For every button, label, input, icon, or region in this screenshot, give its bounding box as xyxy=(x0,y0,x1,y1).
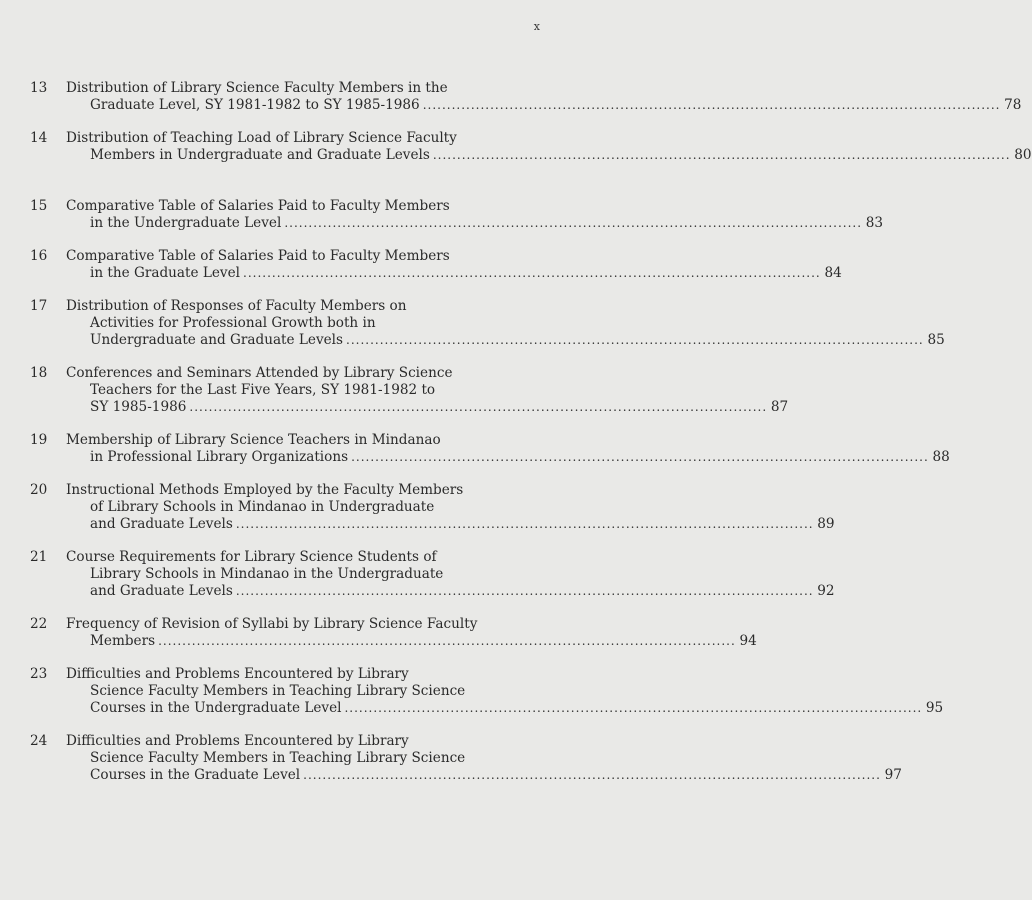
toc-entry-title xyxy=(66,130,1032,164)
toc-entry-line: Distribution of Responses of Faculty Members on xyxy=(66,298,407,314)
toc-entry-line: Comparative Table of Salaries Paid to Faculty Members xyxy=(66,248,450,264)
dot-leader: ........................................................................................................................ xyxy=(351,450,929,464)
toc-entry-number: 14 xyxy=(30,130,48,146)
toc-entry-title xyxy=(66,198,884,232)
toc-entry-leader-row xyxy=(66,399,789,416)
toc-entry-leader-row xyxy=(66,265,842,282)
toc-entry-page: 88 xyxy=(932,449,950,465)
toc-entry-title xyxy=(66,549,835,600)
toc-entry-leader-row xyxy=(66,97,1022,114)
toc-entry-title xyxy=(66,616,757,650)
toc-entry-line: Comparative Table of Salaries Paid to Faculty Members xyxy=(66,198,450,214)
page-number: x xyxy=(533,20,540,33)
dot-leader: ........................................................................................................................ xyxy=(346,333,924,347)
toc-entry-number: 20 xyxy=(30,482,48,498)
toc-entry-number: 16 xyxy=(30,248,48,264)
toc-entry-title xyxy=(66,666,944,717)
toc-entry-leader-row xyxy=(66,215,884,232)
toc-entry-line: SY 1985-1986 xyxy=(90,399,187,415)
toc-entry-page: 97 xyxy=(884,767,902,783)
toc-entry-leader-row xyxy=(66,332,945,349)
toc-entry-line: Science Faculty Members in Teaching Library Science xyxy=(90,683,466,699)
toc-entry-line: Conferences and Seminars Attended by Library Science xyxy=(66,365,453,381)
toc-entry-line: in Professional Library Organizations xyxy=(90,449,349,465)
toc-entry-title xyxy=(66,733,902,784)
toc-entry-page: 85 xyxy=(927,332,945,348)
toc-entry-page: 87 xyxy=(770,399,789,415)
toc-entry-leader-row xyxy=(66,633,757,650)
toc-entry-line: Members in Undergraduate and Graduate Levels xyxy=(90,147,430,163)
toc-entry-line: Instructional Methods Employed by the Faculty Members xyxy=(66,482,464,498)
toc-entry-title xyxy=(66,80,1022,114)
toc-entry-line: Distribution of Library Science Faculty Members in the xyxy=(66,80,448,96)
toc-entry-line: Difficulties and Problems Encountered by Library xyxy=(66,733,409,749)
toc-entry-line: Courses in the Graduate Level xyxy=(90,767,301,783)
dot-leader: ........................................................................................................................ xyxy=(158,634,736,648)
dot-leader: ........................................................................................................................ xyxy=(189,400,768,414)
dot-leader: ........................................................................................................................ xyxy=(432,148,1011,162)
toc-entry-number: 22 xyxy=(30,616,48,632)
toc-entry-line: Difficulties and Problems Encountered by Library xyxy=(66,666,409,682)
toc-entry-page: 83 xyxy=(865,215,884,231)
toc-entry-line: of Library Schools in Mindanao in Undergraduate xyxy=(90,499,435,515)
toc-entry-leader-row xyxy=(66,449,950,466)
toc-entry-page: 95 xyxy=(925,700,944,716)
toc-entry-leader-row xyxy=(66,700,944,717)
toc-entry-page: 78 xyxy=(1004,97,1022,113)
toc-entry-leader-row xyxy=(66,516,835,533)
toc-entry-line: Activities for Professional Growth both in xyxy=(90,315,376,331)
toc-entry-number: 13 xyxy=(30,80,48,96)
dot-leader: ........................................................................................................................ xyxy=(344,701,923,715)
toc-entry-line: Science Faculty Members in Teaching Library Science xyxy=(90,750,466,766)
toc-entry-page: 92 xyxy=(817,583,835,599)
toc-entry-line: in the Undergraduate Level xyxy=(90,215,282,231)
toc-entry-line: and Graduate Levels xyxy=(90,583,233,599)
toc-entry-number: 18 xyxy=(30,365,48,381)
toc-entry-line: Library Schools in Mindanao in the Undergraduate xyxy=(90,566,444,582)
toc-entry-leader-row xyxy=(66,583,835,600)
toc-entry-title xyxy=(66,298,945,349)
dot-leader: ........................................................................................................................ xyxy=(284,216,863,230)
toc-entry-number: 23 xyxy=(30,666,48,682)
toc-entry-line: Teachers for the Last Five Years, SY 1981-1982 to xyxy=(90,382,436,398)
toc-entry-number: 24 xyxy=(30,733,48,749)
toc-entry-number: 21 xyxy=(30,549,48,565)
toc-entry-leader-row xyxy=(66,767,902,784)
dot-leader: ........................................................................................................................ xyxy=(235,584,814,598)
dot-leader: ........................................................................................................................ xyxy=(235,517,814,531)
toc-entry-title xyxy=(66,482,835,533)
toc-entry-line: Membership of Library Science Teachers in Mindanao xyxy=(66,432,441,448)
toc-entry-line: Graduate Level, SY 1981-1982 to SY 1985-1986 xyxy=(90,97,420,113)
toc-entry-line: Distribution of Teaching Load of Library Science Faculty xyxy=(66,130,457,146)
toc-entry-page: 84 xyxy=(824,265,842,281)
toc-entry-number: 15 xyxy=(30,198,48,214)
toc-entry-line: Members xyxy=(90,633,156,649)
dot-leader: ........................................................................................................................ xyxy=(303,768,881,782)
toc-entry-page: 94 xyxy=(739,633,757,649)
toc-entry-line: Frequency of Revision of Syllabi by Library Science Faculty xyxy=(66,616,478,632)
toc-entry-number: 17 xyxy=(30,298,48,314)
toc-entry-line: Courses in the Undergraduate Level xyxy=(90,700,342,716)
toc-entry-title xyxy=(66,365,789,416)
toc-entry-number: 19 xyxy=(30,432,48,448)
toc-entry-leader-row xyxy=(66,147,1032,164)
toc-entry-title xyxy=(66,248,842,282)
toc-entry-page: 80 xyxy=(1014,147,1032,163)
dot-leader: ........................................................................................................................ xyxy=(243,266,821,280)
toc-entry-line: and Graduate Levels xyxy=(90,516,233,532)
dot-leader: ........................................................................................................................ xyxy=(422,98,1001,112)
toc-entry-title xyxy=(66,432,950,466)
toc-entry-page: 89 xyxy=(817,516,835,532)
toc-entry-line: in the Graduate Level xyxy=(90,265,241,281)
toc-entry-line: Undergraduate and Graduate Levels xyxy=(90,332,344,348)
toc-entry-line: Course Requirements for Library Science Students of xyxy=(66,549,437,565)
